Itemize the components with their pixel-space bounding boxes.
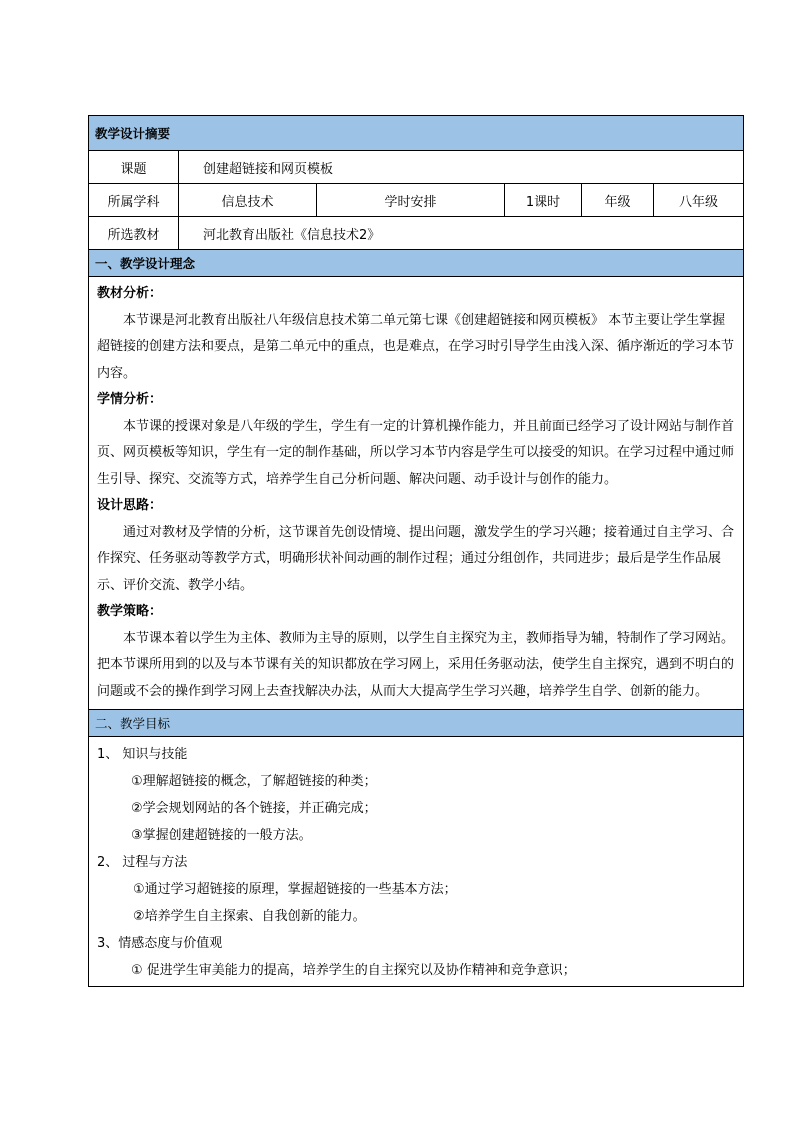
goal1-item: ③掌握创建超链接的一般方法。 xyxy=(131,828,312,843)
goal2-heading: 2、 过程与方法 xyxy=(97,855,188,870)
section2-body xyxy=(89,737,744,987)
topic-value: 创建超链接和网页模板 xyxy=(179,151,744,184)
learner-text: 本节课的授课对象是八年级的学生，学生有一定的计算机操作能力，并且前面已经学习了设计网站与制作首页、网页模板等知识，学生有一定的制作基础，所以学习本节内容是学生可以接受的知识。在学习过程中通过师生引导、探究、交流等方式，培养学生自己分析问题、解决问题、动手设计与创作的能力。 xyxy=(97,418,735,487)
section1-body xyxy=(89,277,744,710)
strategy-text: 本节课本着以学生为主体、教师为主导的原则，以学生自主探究为主，教师指导为辅，特制作了学习网站。把本节课所用到的以及与本节课有关的知识都放在学习网上，采用任务驱动法，使学生自主探究，遇到不明白的问题或不会的操作到学习网上去查找解决办法，从而大大提高学生学习兴趣，培养学生自学、创新的能力。 xyxy=(97,630,735,699)
strategy-heading: 教学策略： xyxy=(97,604,163,619)
subject-label: 所属学科 xyxy=(89,184,179,217)
hours-label: 学时安排 xyxy=(317,184,505,217)
textbook-value: 河北教育出版社《信息技术2》 xyxy=(179,217,744,250)
goal3-heading: 3、情感态度与价值观 xyxy=(97,936,223,951)
goal1-heading: 1、 知识与技能 xyxy=(97,747,188,762)
grade-value: 八年级 xyxy=(654,184,744,217)
subject-value: 信息技术 xyxy=(179,184,317,217)
design-text: 通过对教材及学情的分析，这节课首先创设情境、提出问题，激发学生的学习兴趣；接着通过自主学习、合作探究、任务驱动等教学方式，明确形状补间动画的制作过程；通过分组创作，共同进步；最后是学生作品展示、评价交流、教学小结。 xyxy=(97,524,735,593)
section2-title: 二、教学目标 xyxy=(89,710,744,737)
goal1-item: ①理解超链接的概念，了解超链接的种类； xyxy=(131,774,377,789)
textbook-label: 所选教材 xyxy=(89,217,179,250)
goal2-item: ②培养学生自主探索、自我创新的能力。 xyxy=(133,909,366,924)
section1-title: 一、教学设计理念 xyxy=(89,250,744,277)
design-heading: 设计思路： xyxy=(97,498,163,513)
learner-heading: 学情分析： xyxy=(97,392,163,407)
grade-label: 年级 xyxy=(582,184,654,217)
topic-label: 课题 xyxy=(89,151,179,184)
material-heading: 教材分析： xyxy=(97,286,163,301)
table-title: 教学设计摘要 xyxy=(89,116,744,151)
goal1-item: ②学会规划网站的各个链接，并正确完成； xyxy=(131,801,377,816)
hours-value: 1课时 xyxy=(505,184,582,217)
lesson-design-table xyxy=(88,115,744,987)
material-text: 本节课是河北教育出版社八年级信息技术第二单元第七课《创建超链接和网页模板》 本节主要让学生掌握超链接的创建方法和要点，是第二单元中的重点，也是难点，在学习时引导学生由浅入深、循序渐近的学习本节内容。 xyxy=(97,312,735,381)
goal3-item: ① 促进学生审美能力的提高，培养学生的自主探究以及协作精神和竞争意识； xyxy=(131,963,576,978)
goal2-item: ①通过学习超链接的原理，掌握超链接的一些基本方法； xyxy=(133,882,457,897)
